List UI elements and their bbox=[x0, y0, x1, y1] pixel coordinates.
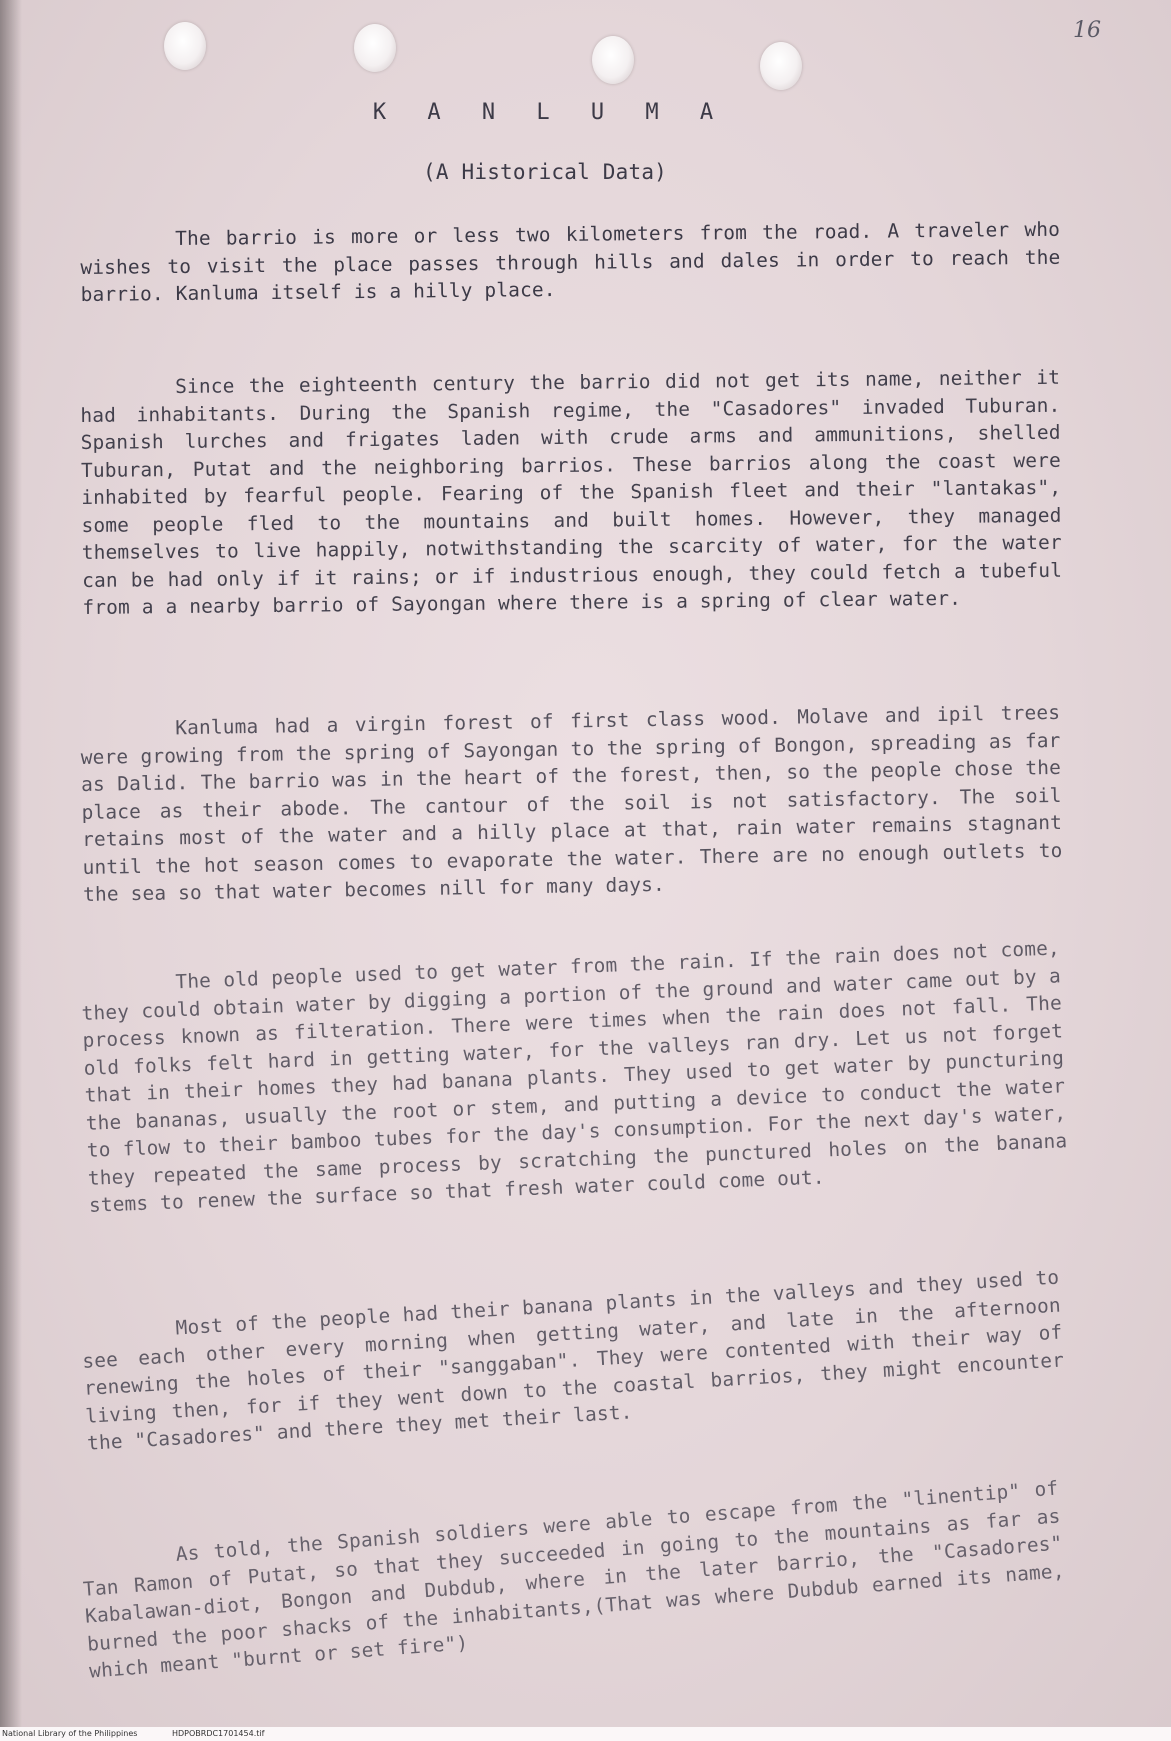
footer-library-name: National Library of the Philippines bbox=[2, 1729, 138, 1738]
paragraph-3: Kanluma had a virgin forest of first class wood. Molave and ipil trees were growing from the spring of Sayongan to the spring of Bongon, spreading as far as Dalid. The barrio was in the heart of the forest, then, so the people chose the place as their abode. The cantour of the soil is not satisfactory. The soil retains most of the water and a hilly place at that, rain water remains stagnant until the hot season comes to evaporate the water. There are no enough outlets to the sea so that water becomes nill for many days. bbox=[80, 700, 1063, 906]
punch-hole-3 bbox=[592, 36, 634, 84]
paragraph-5: Most of the people had their banana plants in the valleys and they used to see each other every morning when getting water, and late in the afternoon renewing the holes of their "sanggaban". They were contented with their way of living then, for if they went down to the coastal barrios, they might encounter the "Casadores" and there they met their last. bbox=[81, 1265, 1065, 1455]
paragraph-4: The old people used to get water from the rain. If the rain does not come, they could obtain water by digging a portion of the ground and water came out by a process known as filteration. There were times when the rain does not fall. The old folks felt hard in getting water, for the valleys ran dry. Let us not forget that in their homes they had banana plants. They used to get water by puncturing the bananas, usually the root or stem, and putting a device to conduct the water to flow to their bamboo tubes for the day's consumption. For the next day's water, they repeated the same process by scratching the punctured holes on the banana stems to renew the surface so that fresh water could come out. bbox=[81, 936, 1068, 1217]
paragraph-1: The barrio is more or less two kilometers from the road. A traveler who wishes to visit the place passes through hills and dales in order to reach the barrio. Kanluma itself is a hilly place. bbox=[80, 217, 1061, 306]
punch-hole-2 bbox=[354, 24, 396, 72]
punch-hole-4 bbox=[760, 42, 802, 90]
punch-hole-1 bbox=[164, 22, 206, 70]
document-title: K A N L U M A bbox=[372, 100, 728, 125]
page-edge-shadow bbox=[0, 0, 22, 1727]
footer-file-name: HDPOBRDC1701454.tif bbox=[171, 1729, 265, 1738]
paragraph-2: Since the eighteenth century the barrio did not get its name, neither it had inhabitants. During the Spanish regime, the "Casadores" invaded Tuburan. Spanish lurches and frigates laden with crude arms and ammunitions, shelled Tuburan, Putat and the neighboring barrios. These barrios along the coast were inhabited by fearful people. Fearing of the Spanish fleet and their "lantakas", some people fled to the mountains and built homes. However, they managed themselves to live happily, notwithstanding the scarcity of water, for the water can be had only if it rains; or if industrious enough, they could fetch a tubeful from a a nearby barrio of Sayongan where there is a spring of clear water. bbox=[80, 365, 1063, 619]
scan-footer bbox=[0, 1727, 1171, 1741]
paragraph-6: As told, the Spanish soldiers were able to escape from the "linentip" of Tan Ramon of Putat, so that they succeeded in going to the mountains as far as Kabalawan-diot, Bongon and Dubdub, where in the later barrio, the "Casadores" burned the poor shacks of the inhabitants,(That was where Dubdub earned its name, which meant "burnt or set fire") bbox=[82, 1476, 1066, 1683]
page-number: 16 bbox=[1073, 18, 1101, 43]
document-subtitle: (A Historical Data) bbox=[422, 160, 668, 184]
